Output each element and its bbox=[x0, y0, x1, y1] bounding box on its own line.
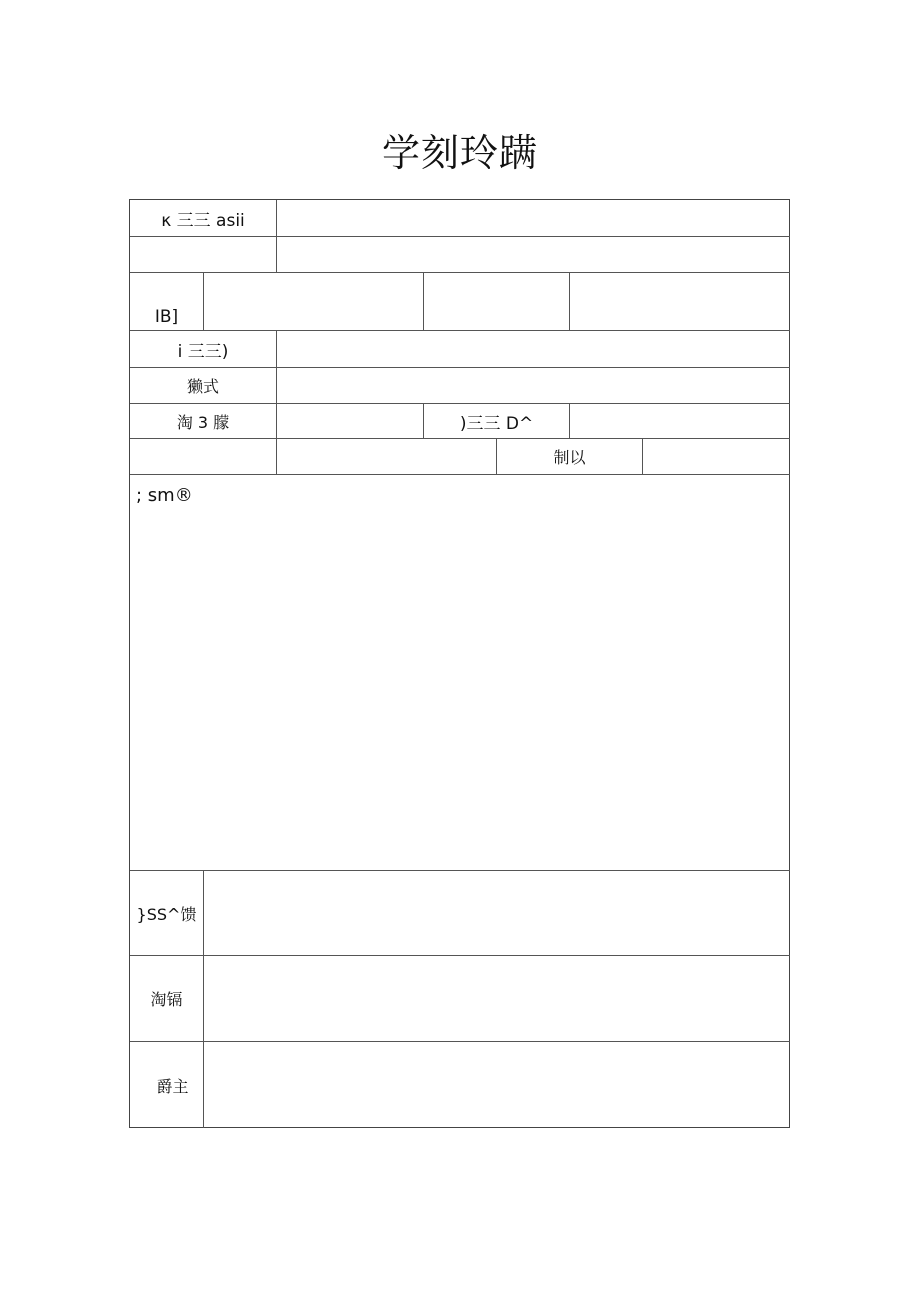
row3-value-1[interactable] bbox=[204, 273, 423, 330]
row1-value[interactable] bbox=[277, 200, 790, 236]
section2-label: 淘镉 bbox=[150, 990, 183, 1009]
row5-label: 獭式 bbox=[186, 377, 219, 396]
row3-label: IB] bbox=[154, 307, 179, 327]
row2-label bbox=[130, 237, 276, 272]
row3-value-2[interactable] bbox=[424, 273, 569, 330]
row-divider bbox=[130, 474, 790, 475]
row7-value-left[interactable] bbox=[277, 439, 496, 474]
row7-label-left bbox=[130, 439, 276, 474]
row4-value[interactable] bbox=[277, 331, 790, 367]
section2-content[interactable] bbox=[204, 956, 790, 1041]
row1-label: κ 三三 asii bbox=[161, 210, 245, 231]
row3-value-3[interactable] bbox=[570, 273, 790, 330]
row6-value-left[interactable] bbox=[277, 404, 423, 438]
row7-value-right[interactable] bbox=[643, 439, 790, 474]
section1-label: }SS^馈 bbox=[136, 904, 197, 924]
section3-content[interactable] bbox=[204, 1042, 790, 1128]
row4-label: i 三三) bbox=[177, 341, 229, 362]
section1-content[interactable] bbox=[204, 871, 790, 955]
row5-value[interactable] bbox=[277, 368, 790, 403]
row6-value-right[interactable] bbox=[570, 404, 790, 438]
row2-value[interactable] bbox=[277, 237, 790, 272]
content-area[interactable] bbox=[130, 510, 790, 870]
row6-label-mid: )三三 D^ bbox=[459, 413, 534, 434]
document-title: 学刻玲蹒 bbox=[381, 131, 538, 175]
row7-label-mid: 制以 bbox=[553, 448, 586, 467]
row6-label-left: 淘 3 朦 bbox=[176, 412, 230, 432]
content-label: ; sm® bbox=[136, 484, 193, 506]
section3-label: 爵主 bbox=[156, 1076, 189, 1096]
